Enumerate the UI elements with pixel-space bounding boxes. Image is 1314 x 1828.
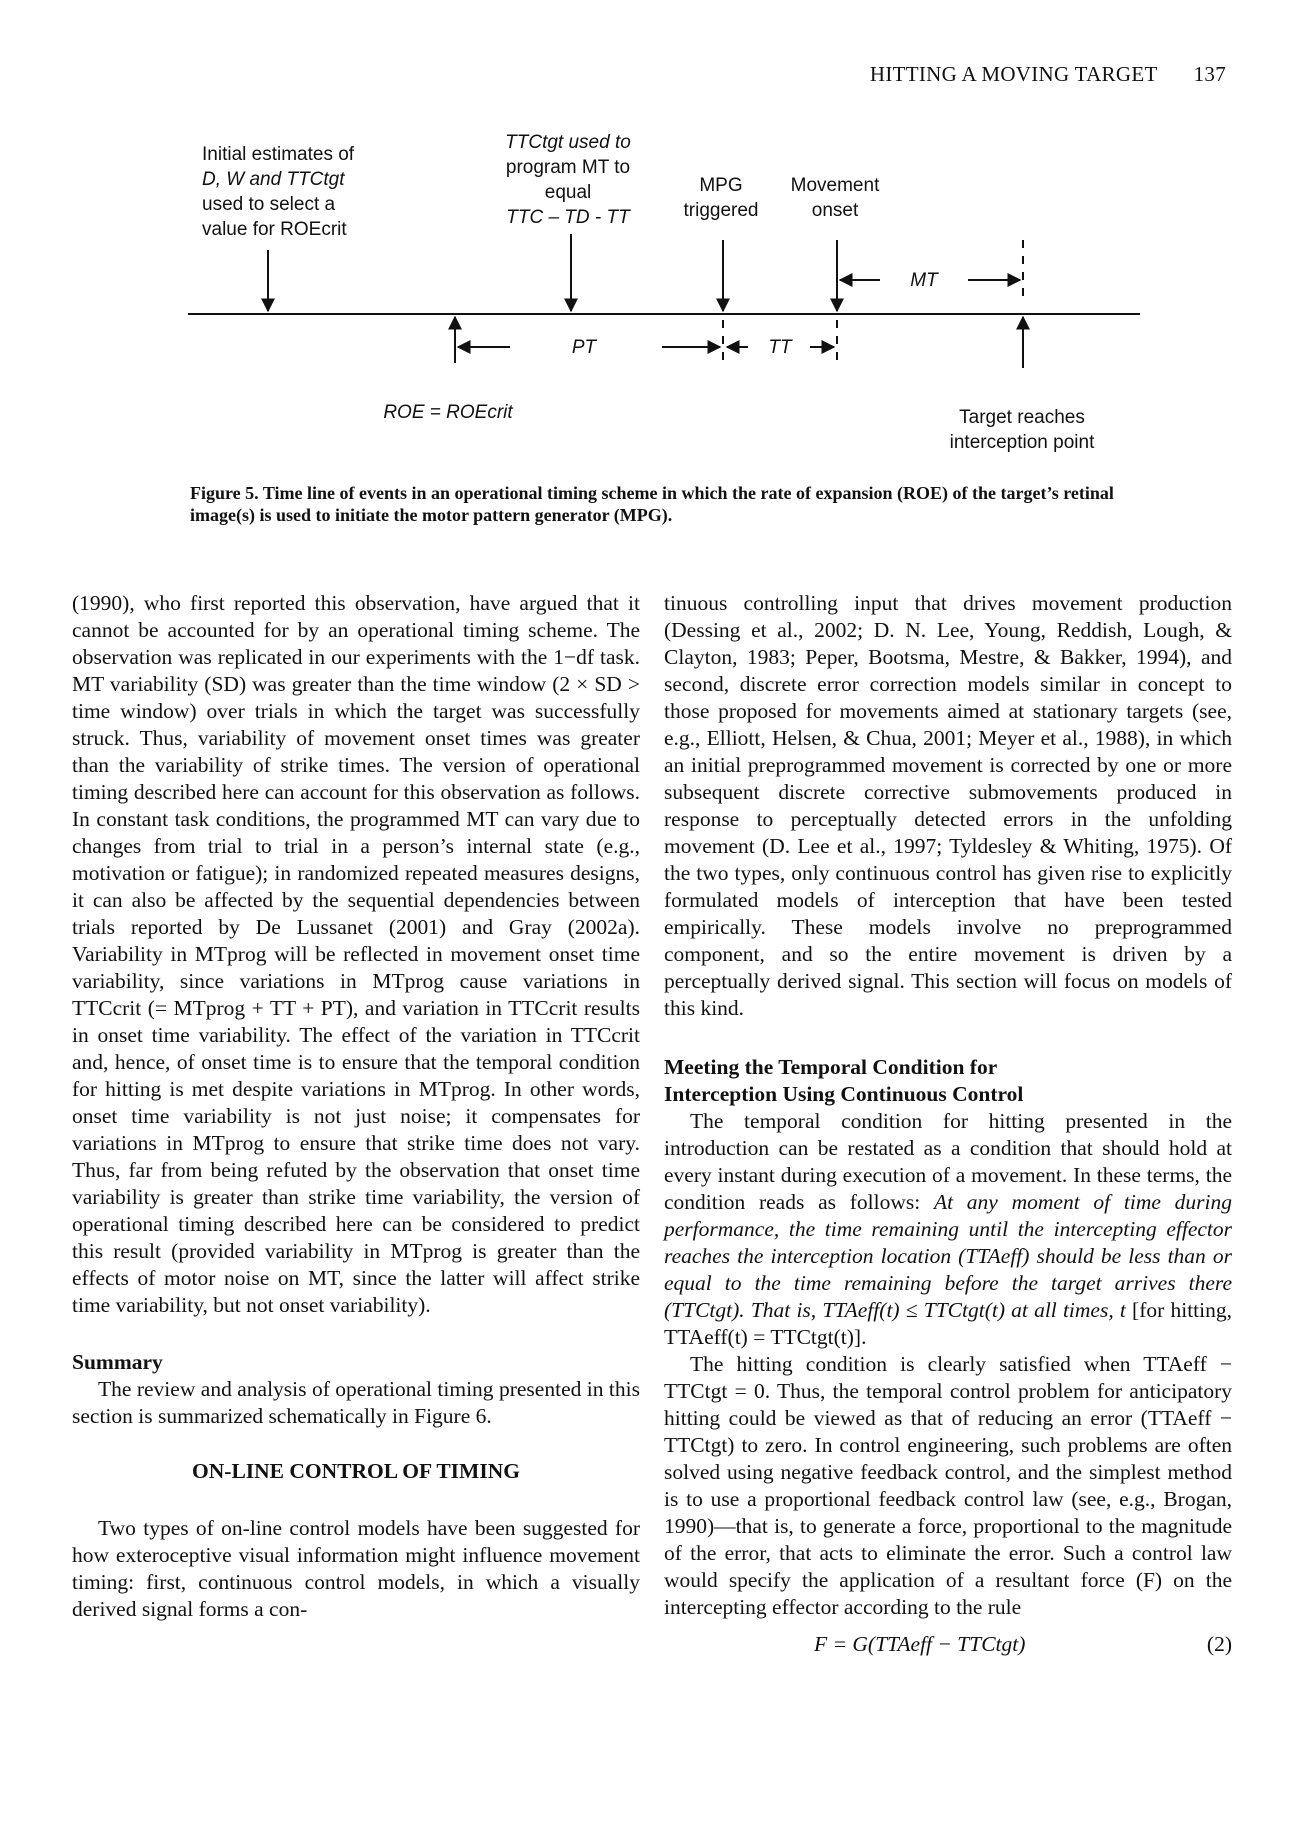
label-movement-2: onset bbox=[811, 200, 859, 221]
label-roe: ROE = ROEcrit bbox=[383, 402, 513, 423]
label-target-1: Target reaches bbox=[959, 407, 1085, 428]
label-mt: MT bbox=[910, 270, 938, 291]
label-initial-2: D, W and TTCtgt bbox=[202, 169, 345, 190]
label-initial-3: used to select a bbox=[202, 194, 336, 215]
running-title: HITTING A MOVING TARGET bbox=[869, 62, 1158, 86]
right-column bbox=[664, 590, 1232, 1665]
page-number: 137 bbox=[1193, 62, 1226, 86]
label-mpg-1: MPG bbox=[699, 175, 743, 196]
left-column bbox=[72, 590, 640, 1623]
running-head bbox=[870, 62, 1226, 87]
subheading-line-1: Meeting the Temporal Condition for bbox=[664, 1055, 998, 1079]
timeline-figure bbox=[180, 128, 1140, 458]
section-heading: ON-LINE CONTROL OF TIMING bbox=[192, 1459, 520, 1483]
temporal-condition-paragraph bbox=[664, 1108, 1232, 1351]
label-movement-1: Movement bbox=[790, 175, 880, 196]
para-tail: [for hitting, TTAeff(t) = TTCtgt(t)]. bbox=[664, 1298, 1232, 1349]
equation-number: (2) bbox=[1206, 1632, 1232, 1656]
label-tt: TT bbox=[768, 337, 792, 358]
label-pt: PT bbox=[571, 337, 597, 358]
online-control-paragraph: Two types of on-line control models have been suggested for how exteroceptive visual information might influence movement timing: first, continuous control models, in which a visually derived signal forms a con- bbox=[72, 1516, 640, 1621]
label-initial-1: Initial estimates of bbox=[202, 144, 355, 165]
hitting-condition-paragraph: The hitting condition is clearly satisfied when TTAeff − TTCtgt = 0. Thus, the temporal control problem for anticipatory hitting could be viewed as that of reducing an error (TTAeff − TTCtgt) to zero. In control engineering, such problems are often solved using negative feedback control, and the simplest method is to use a proportional feedback control law (see, e.g., Brogan, 1990)—that is, to generate a force, proportional to the magnitude of the error, that acts to eliminate the error. Such a control law would specify the application of a resultant force (F) on the intercepting effector according to the rule bbox=[664, 1352, 1232, 1619]
subheading-line-2: Interception Using Continuous Control bbox=[664, 1082, 1024, 1106]
continued-paragraph: tinuous controlling input that drives movement production (Dessing et al., 2002; D. N. Lee, Young, Reddish, Lough, & Clayton, 1983; Peper, Bootsma, Mestre, & Bakker, 1994), and second, discrete error correction models similar in concept to those proposed for movements aimed at stationary targets (see, e.g., Elliott, Helsen, & Chua, 2001; Meyer et al., 1988), in which an initial preprogrammed movement is corrected by one or more subsequent discrete corrective submovements produced in response to perceptually detected errors in the unfolding movement (D. Lee et al., 1997; Tyldesley & Whiting, 1975). Of the two types, only continuous control has given rise to explicitly formulated models of interception that have been tested empirically. These models involve no preprogrammed component, and so the entire movement is driven by a perceptually derived signal. This section will focus on models of this kind. bbox=[664, 591, 1232, 1020]
label-ttc-1: TTCtgt used to bbox=[505, 132, 631, 153]
label-mpg-2: triggered bbox=[683, 200, 759, 221]
label-ttc-2: program MT to bbox=[505, 157, 631, 178]
subheading-summary: Summary bbox=[72, 1350, 163, 1374]
label-ttc-3: equal bbox=[544, 182, 592, 203]
label-initial-4: value for ROEcrit bbox=[202, 219, 347, 240]
para-lead: The temporal condition for hitting presented in the introduction can be restated as a condition that should hold at every instant during execution of a movement. In these terms, the condition reads as follows: bbox=[664, 1109, 1232, 1214]
label-target-2: interception point bbox=[949, 432, 1095, 453]
para-italic: At any moment of time during performance, the time remaining until the intercepting effector reaches the interception location (TTAeff) should be less than or equal to the time remaining before the target arrives there (TTCtgt). That is, TTAeff(t) ≤ TTCtgt(t) at all times, t bbox=[664, 1190, 1232, 1322]
body-paragraph: (1990), who first reported this observation, have argued that it cannot be accounted for by an operational timing scheme. The observation was replicated in our experiments with the 1−df task. MT variability (SD) was greater than the time window (2 × SD > time window) over trials in which the target was successfully struck. Thus, variability of movement onset times was greater than the variability of strike times. The version of operational timing described here can account for this observation as follows. In constant task conditions, the programmed MT can vary due to changes from trial to trial in a person’s internal state (e.g., motivation or fatigue); in randomized repeated measures designs, it can also be affected by the sequential dependencies between trials reported by De Lussanet (2001) and Gray (2002a). Variability in MTprog will be reflected in movement onset time variability, since variations in MTprog cause variations in TTCcrit (= MTprog + TT + PT), and variation in TTCcrit results in onset time variability. The effect of the variation in TTCcrit and, hence, of onset time is to ensure that the temporal condition for hitting is met despite variations in MTprog. In other words, onset time variability is not just noise; it compensates for variations in MTprog to ensure that strike time does not vary. Thus, far from being refuted by the observation that onset time variability is greater than strike time variability, the version of operational timing described here can be considered to predict this result (provided variability in MTprog is greater than the effects of motor noise on MT, since the latter will affect strike time variability, but not onset variability). bbox=[72, 591, 640, 1317]
label-ttc-4: TTC – TD - TT bbox=[506, 207, 630, 228]
figure-caption: Figure 5. Time line of events in an operational timing scheme in which the rate of expansion (ROE) of the target’s retinal image(s) is used to initiate the motor pattern generator (MPG). bbox=[190, 483, 1114, 525]
summary-paragraph: The review and analysis of operational timing presented in this section is summarized schematically in Figure 6. bbox=[72, 1377, 640, 1428]
equation-text: F = G(TTAeff − TTCtgt) bbox=[814, 1632, 1026, 1656]
equation-2 bbox=[664, 1631, 1232, 1665]
